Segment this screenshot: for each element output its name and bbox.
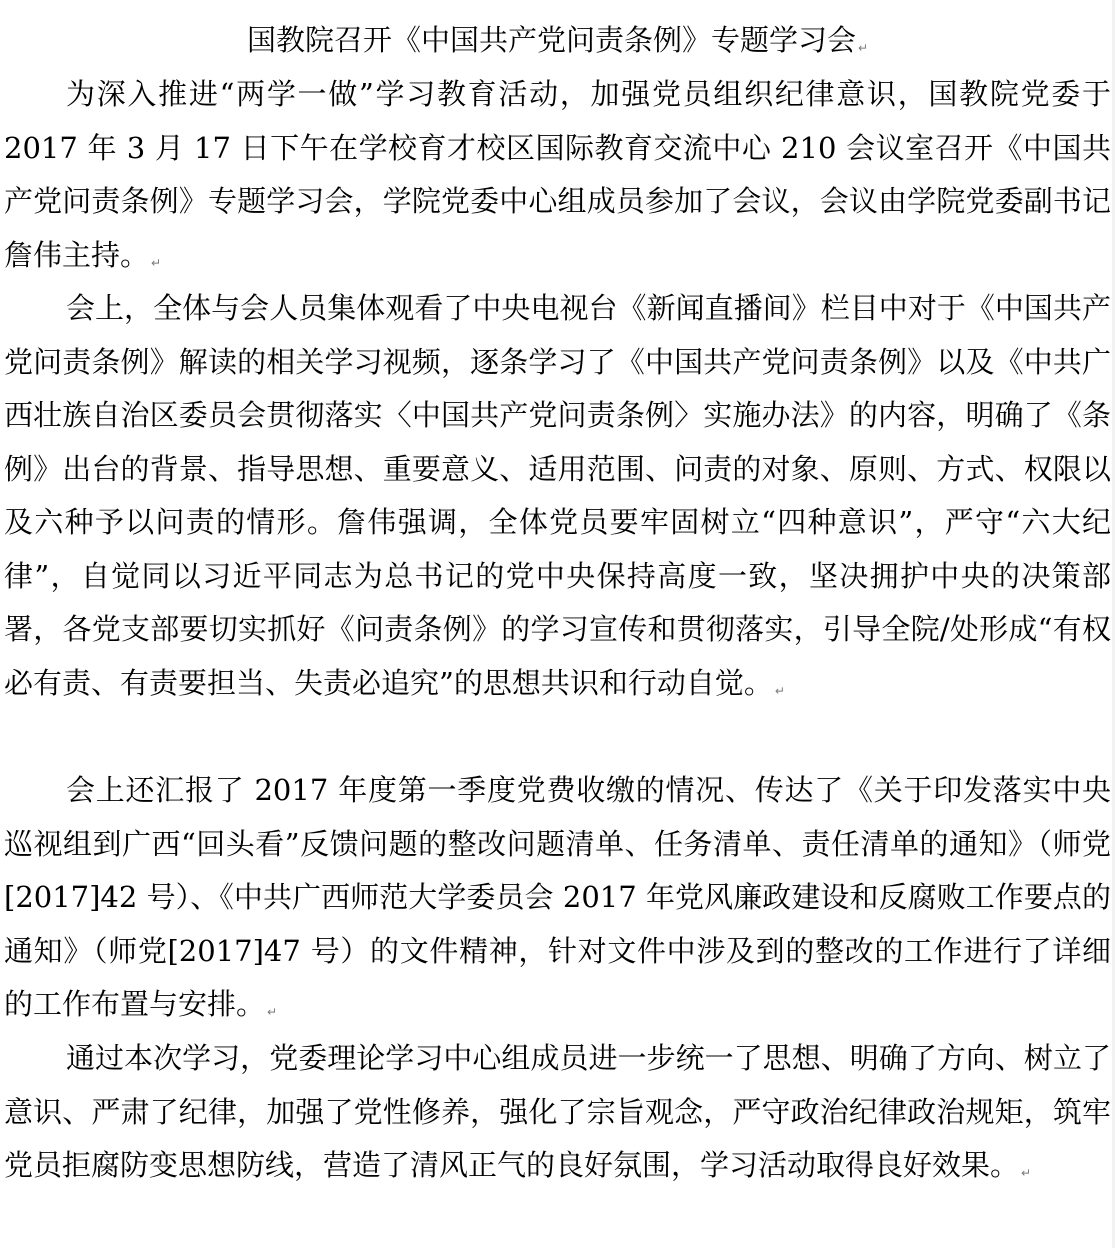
- title-text: 国教院召开《中国共产党问责条例》专题学习会: [246, 23, 856, 57]
- document-title: [0, 20, 1115, 68]
- paragraph-mark-icon: ↵: [151, 255, 162, 270]
- paragraph-2-text: 会上，全体与会人员集体观看了中央电视台《新闻直播间》栏目中对于《中国共产党问责条例》解读的相关学习视频，逐条学习了《中国共产党问责条例》以及《中共广西壮族自治区委员会贯彻落实〈中国共产党问责条例〉实施办法》的内容，明确了《条例》出台的背景、指导思想、重要意义、适用范围、问责的对象、原则、方式、权限以及六种予以问责的情形。詹伟强调，全体党员要牢固树立“四种意识”，严守“六大纪律”，自觉同以习近平同志为总书记的党中央保持高度一致，坚决拥护中央的决策部署，各党支部要切实抓好《问责条例》的学习宣传和贯彻落实，引导全院/处形成“有权必有责、有责要担当、失责必追究”的思想共识和行动自觉。: [4, 291, 1111, 700]
- paragraph-1-text: 为深入推进“两学一做”学习教育活动，加强党员组织纪律意识，国教院党委于 2017 年 3 月 17 日下午在学校育才校区国际教育交流中心 210 会议室召开《中国共产党问责条例》专题学习会，学院党委中心组成员参加了会议，会议由学院党委副书记詹伟主持。: [4, 77, 1111, 272]
- paragraph-2: [4, 282, 1111, 718]
- paragraph-mark-icon: ↵: [857, 41, 869, 55]
- paragraph-4: [4, 1032, 1111, 1201]
- paragraph-1: [4, 68, 1111, 290]
- paragraph-mark-icon: ↵: [267, 1005, 278, 1019]
- paragraph-3-text: 会上还汇报了 2017 年度第一季度党费收缴的情况、传达了《关于印发落实中央巡视组到广西“回头看”反馈问题的整改问题清单、任务清单、责任清单的通知》（师党[2017]42 号）、《中共广西师范大学委员会 2017 年党风廉政建设和反腐败工作要点的通知》（师党[2017]47 号）的文件精神，针对文件中涉及到的整改的工作进行了详细的工作布置与安排。: [4, 773, 1111, 1021]
- paragraph-3: [4, 764, 1111, 1040]
- paragraph-mark-icon: ↵: [1021, 1166, 1032, 1180]
- paragraph-mark-icon: ↵: [774, 683, 785, 698]
- paragraph-4-text: 通过本次学习，党委理论学习中心组成员进一步统一了思想、明确了方向、树立了意识、严肃了纪律，加强了党性修养，强化了宗旨观念，严守政治纪律政治规矩，筑牢党员拒腐防变思想防线，营造了清风正气的良好氛围，学习活动取得良好效果。: [4, 1041, 1111, 1182]
